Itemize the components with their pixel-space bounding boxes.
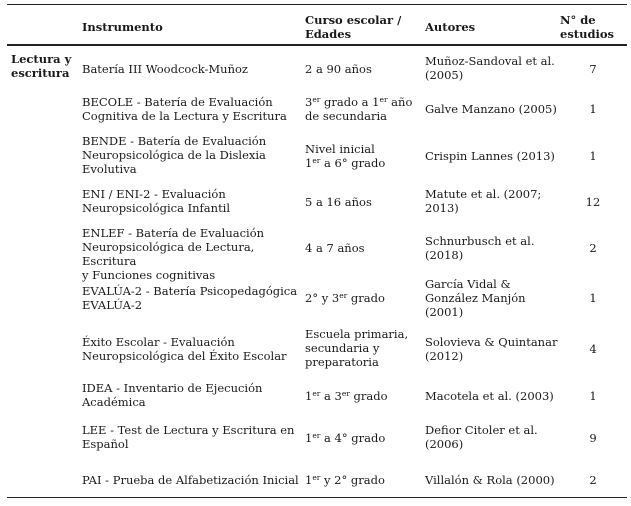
cell-text: ENI / ENI-2 - Evaluación: [82, 187, 226, 201]
cell-text: 1er a 6° grado: [305, 156, 386, 170]
header-n-line1: N° de: [560, 13, 596, 27]
category-line1: Lectura y: [11, 52, 72, 66]
cell-text: IDEA - Inventario de Ejecución: [82, 381, 263, 395]
table-row-1-instrumento: [82, 95, 302, 123]
table-row-0-instrumento: [82, 62, 302, 76]
header-rule: [7, 44, 627, 46]
table-row-6-instrumento: [82, 335, 302, 363]
table-row-9-n: 2: [589, 473, 597, 487]
table-row-7-autores: Macotela et al. (2003): [425, 389, 554, 403]
table-row-5-instrumento: [82, 284, 302, 312]
category-line2: escritura: [11, 66, 70, 80]
table-row-4-n: 2: [589, 241, 597, 255]
cell-text: Nivel inicial: [305, 142, 375, 156]
header-n-line2: estudios: [560, 27, 615, 41]
cell-text: Neuropsicológica de la Dislexia: [82, 148, 266, 162]
table-row-3-n: 12: [585, 195, 601, 209]
table-row-2-curso: [305, 142, 423, 170]
table-row-6-n: 4: [589, 342, 597, 356]
header-autores: Autores: [425, 20, 476, 34]
cell-text: Solovieva & Quintanar: [425, 335, 558, 349]
cell-text: 2° y 3er grado: [305, 291, 385, 305]
table-row-3-autores: [425, 187, 558, 215]
cell-text: Español: [82, 437, 129, 451]
cell-text: Schnurbusch et al.: [425, 234, 535, 248]
cell-text: Neuropsicológica Infantil: [82, 201, 231, 215]
table-row-7-n: 1: [589, 389, 597, 403]
cell-text: Académica: [82, 395, 146, 409]
cell-text: 1er a 3er grado: [305, 389, 388, 403]
cell-text: y Funciones cognitivas: [82, 268, 216, 282]
cell-text: García Vidal &: [425, 277, 511, 291]
table-row-7-curso: [305, 389, 423, 403]
header-instrumento: Instrumento: [82, 20, 163, 34]
header-curso-line1: Curso escolar /: [305, 13, 402, 27]
cell-text: 3er grado a 1er año: [305, 95, 413, 109]
cell-text: Escuela primaria,: [305, 327, 409, 341]
category-label: [11, 52, 71, 80]
table-row-4-instrumento: [82, 226, 302, 282]
cell-text: EVALÚA-2 - Batería Psicopedagógica: [82, 284, 298, 298]
table-row-7-instrumento: [82, 381, 302, 409]
table-row-0-curso: 2 a 90 años: [305, 62, 372, 76]
cell-text: Matute et al. (2007;: [425, 187, 542, 201]
table-row-5-n: 1: [589, 291, 597, 305]
table-row-1-n: 1: [589, 102, 597, 116]
table-row-6-curso: [305, 327, 423, 369]
cell-text: (2005): [425, 68, 464, 82]
cell-text: BENDE - Batería de Evaluación: [82, 134, 267, 148]
cell-text: Cognitiva de la Lectura y Escritura: [82, 109, 287, 123]
cell-text: Evolutiva: [82, 162, 137, 176]
cell-text: Éxito Escolar - Evaluación: [82, 335, 235, 349]
table-row-9-curso: [305, 473, 423, 487]
cell-text: Neuropsicológica del Éxito Escolar: [82, 349, 287, 363]
cell-text: Neuropsicológica de Lectura, Escritura: [82, 240, 255, 268]
bottom-rule: [7, 497, 627, 498]
table-row-0-autores: [425, 54, 558, 82]
cell-text: ENLEF - Batería de Evaluación: [82, 226, 265, 240]
table-row-3-curso: 5 a 16 años: [305, 195, 372, 209]
table-row-8-n: 9: [589, 431, 597, 445]
cell-text: EVALÚA-2: [82, 298, 143, 312]
cell-text: Defior Citoler et al.: [425, 423, 538, 437]
cell-text: Batería III Woodcock-Muñoz: [82, 62, 248, 76]
table-row-9-autores: Villalón & Rola (2000): [425, 473, 555, 487]
table-row-2-autores: Crispin Lannes (2013): [425, 149, 555, 163]
table-row-8-curso: [305, 431, 423, 445]
table-row-8-autores: [425, 423, 558, 451]
cell-text: 1er y 2° grado: [305, 473, 385, 487]
cell-text: (2006): [425, 437, 464, 451]
cell-text: BECOLE - Batería de Evaluación: [82, 95, 273, 109]
cell-text: de secundaria: [305, 109, 388, 123]
table-row-4-curso: 4 a 7 años: [305, 241, 365, 255]
cell-text: Muñoz-Sandoval et al.: [425, 54, 555, 68]
table-row-0-n: 7: [589, 62, 597, 76]
table-row-6-autores: [425, 335, 558, 363]
header-curso: [305, 13, 423, 41]
cell-text: PAI - Prueba de Alfabetización Inicial: [82, 473, 299, 487]
cell-text: preparatoria: [305, 355, 379, 369]
header-curso-line2: Edades: [305, 27, 352, 41]
table-row-5-curso: [305, 291, 423, 305]
table-row-3-instrumento: [82, 187, 302, 215]
table-row-5-autores: [425, 277, 558, 319]
cell-text: LEE - Test de Lectura y Escritura en: [82, 423, 295, 437]
table-row-2-n: 1: [589, 149, 597, 163]
cell-text: 2013): [425, 201, 459, 215]
cell-text: (2018): [425, 248, 464, 262]
cell-text: (2001): [425, 305, 464, 319]
table-row-1-curso: [305, 95, 423, 123]
table-row-1-autores: Galve Manzano (2005): [425, 102, 557, 116]
table-row-2-instrumento: [82, 134, 302, 176]
header-n-estudios: [560, 13, 626, 41]
table-row-9-instrumento: [82, 473, 302, 487]
cell-text: González Manjón: [425, 291, 526, 305]
cell-text: secundaria y: [305, 341, 380, 355]
table-row-8-instrumento: [82, 423, 302, 451]
table-row-4-autores: [425, 234, 558, 262]
cell-text: 1er a 4° grado: [305, 431, 386, 445]
cell-text: (2012): [425, 349, 464, 363]
top-rule: [7, 4, 627, 5]
